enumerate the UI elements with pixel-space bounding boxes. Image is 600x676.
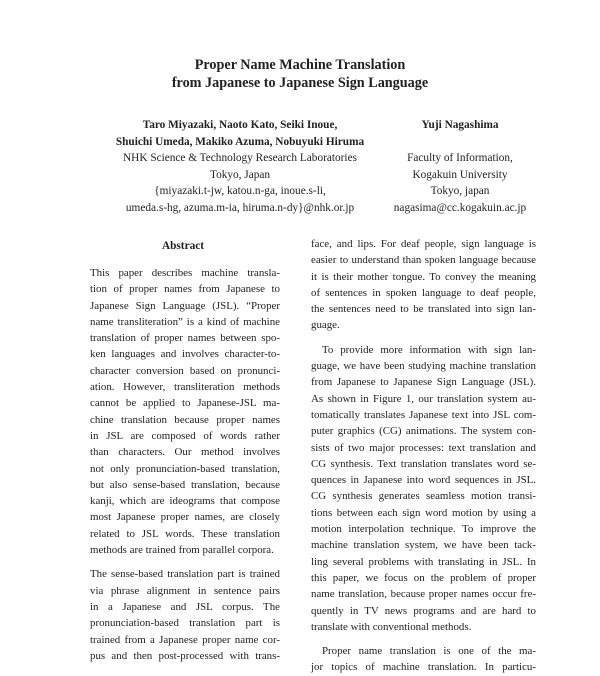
text-line: chine translation because proper names <box>90 413 280 426</box>
affiliation-right-line-2: Kogakuin University <box>412 168 508 181</box>
text-line: easier to understand than spoken language because <box>311 254 536 267</box>
affiliation-right-line-1: Faculty of Information, <box>407 152 513 164</box>
text-line: machine translation system, we have been tack- <box>311 539 536 552</box>
location-right: Tokyo, japan <box>430 185 490 197</box>
text-line: tions between each sign word motion by using a <box>311 506 536 519</box>
text-line: via phrase alignment in sentence pairs <box>90 584 280 597</box>
introduction-body <box>311 236 536 676</box>
text-line: name transliteration” is a kind of machine <box>90 315 280 328</box>
text-line: CG synthesis. Text translation translates word se- <box>311 457 536 470</box>
author-name-right: Yuji Nagashima <box>421 119 499 131</box>
location-left: Tokyo, Japan <box>209 168 271 181</box>
text-line: trained from a Japanese proper name cor- <box>90 633 280 646</box>
text-line: name translation, because proper names occur fre- <box>311 588 536 601</box>
text-line: translation of proper names between spo- <box>90 332 280 345</box>
text-line: translate with conventional methods. <box>311 620 472 633</box>
paragraph-gap <box>311 635 536 643</box>
text-line: guage. <box>311 319 340 332</box>
text-line: in JSL are composed of words rather <box>90 429 280 442</box>
text-line: this paper, we focus on the problem of proper <box>311 571 536 584</box>
text-line: tomatically translates Japanese text into JSL com- <box>311 408 536 421</box>
text-line: guage, we have been studying machine translation <box>311 360 536 373</box>
text-line: face, and lips. For deaf people, sign language is <box>311 238 536 250</box>
text-line: jor topics of machine translation. In particu- <box>311 661 536 674</box>
text-line: As shown in Figure 1, our translation system au- <box>311 392 536 405</box>
text-line: kanji, which are ideograms that compose <box>90 495 280 508</box>
author-right-spacer <box>370 134 550 151</box>
text-line: related to JSL words. These translation <box>90 527 280 540</box>
text-line: This paper describes machine transla- <box>90 267 280 279</box>
paragraph-gap <box>90 558 280 566</box>
text-line: Japanese Sign Language (JSL). “Proper <box>90 299 280 312</box>
text-line: Proper name translation is one of the ma- <box>322 645 536 658</box>
email-left-line-1: {miyazaki.t-jw, katou.n-ga, inoue.s-li, <box>154 185 326 197</box>
title-line-1: Proper Name Machine Translation <box>194 57 406 73</box>
text-line: most Japanese proper names, are closely <box>90 511 280 524</box>
text-line: ling several problems with translating in JSL. In <box>311 555 536 568</box>
text-line: the sentences need to be translated into sign lan- <box>311 303 536 316</box>
abstract-paragraph-2 <box>90 566 280 664</box>
text-line: from Japanese to Japanese Sign Language (JSL). <box>311 376 536 389</box>
text-line: it is their mother tongue. To convey the meaning <box>311 270 536 283</box>
text-line: pronunciation-based translation part is <box>90 617 280 630</box>
text-line: The sense-based translation part is trained <box>90 568 280 581</box>
paper-title <box>0 56 600 92</box>
title-line-2: from Japanese to Japanese Sign Language <box>171 75 429 91</box>
text-line: character conversion based on pronunci- <box>90 364 280 377</box>
intro-paragraph-3 <box>311 643 536 676</box>
text-line: quences in Japanese into word sequences in JSL. <box>311 474 536 487</box>
text-line: ken languages and involves character-to- <box>90 348 280 361</box>
author-names-line-1: Taro Miyazaki, Naoto Kato, Seiki Inoue, <box>142 119 338 131</box>
affiliation-left: NHK Science & Technology Research Laboratories <box>123 152 357 164</box>
text-line: ation. However, transliteration methods <box>90 381 280 394</box>
abstract-paragraph-1 <box>90 265 280 558</box>
text-line: puter graphics (CG) animations. The system con- <box>311 425 536 438</box>
author-block-right <box>370 117 550 216</box>
email-right: nagasima@cc.kogakuin.ac.jp <box>393 201 527 214</box>
text-line: than characters. Our method involves <box>90 446 280 459</box>
email-left-line-2: umeda.s-hg, azuma.m-ia, hiruma.n-dy}@nhk.or.jp <box>125 201 355 214</box>
text-line: in a Japanese and JSL corpus. The <box>90 600 280 613</box>
text-line: sists of two major processes: text translation and <box>311 441 536 454</box>
intro-paragraph-1 <box>311 236 536 334</box>
text-line: methods are trained from parallel corpora. <box>90 544 274 557</box>
text-line: motion interpolation technique. To improve the <box>311 523 536 536</box>
abstract-body <box>90 265 280 664</box>
author-block-left <box>66 117 414 216</box>
text-line: not only pronunciation-based translation, <box>90 462 280 475</box>
abstract-heading: Abstract <box>161 240 205 252</box>
paragraph-gap <box>311 334 536 342</box>
text-line: pus and then post-processed with trans- <box>90 649 280 662</box>
text-line: of sentences in spoken language to deaf people, <box>311 286 536 299</box>
text-line: but also sense-based translation, because <box>90 478 280 491</box>
text-line: tion of proper names from Japanese to <box>90 283 280 296</box>
text-line: quently in TV news programs and are hard to <box>311 604 536 617</box>
intro-paragraph-2 <box>311 342 536 635</box>
text-line: CG synthesis generates seamless motion transi- <box>311 490 536 503</box>
text-line: To provide more information with sign lan- <box>322 343 536 356</box>
text-line: cannot be applied to Japanese-JSL ma- <box>90 397 280 410</box>
author-names-line-2: Shuichi Umeda, Makiko Azuma, Nobuyuki Hiruma <box>115 135 365 148</box>
